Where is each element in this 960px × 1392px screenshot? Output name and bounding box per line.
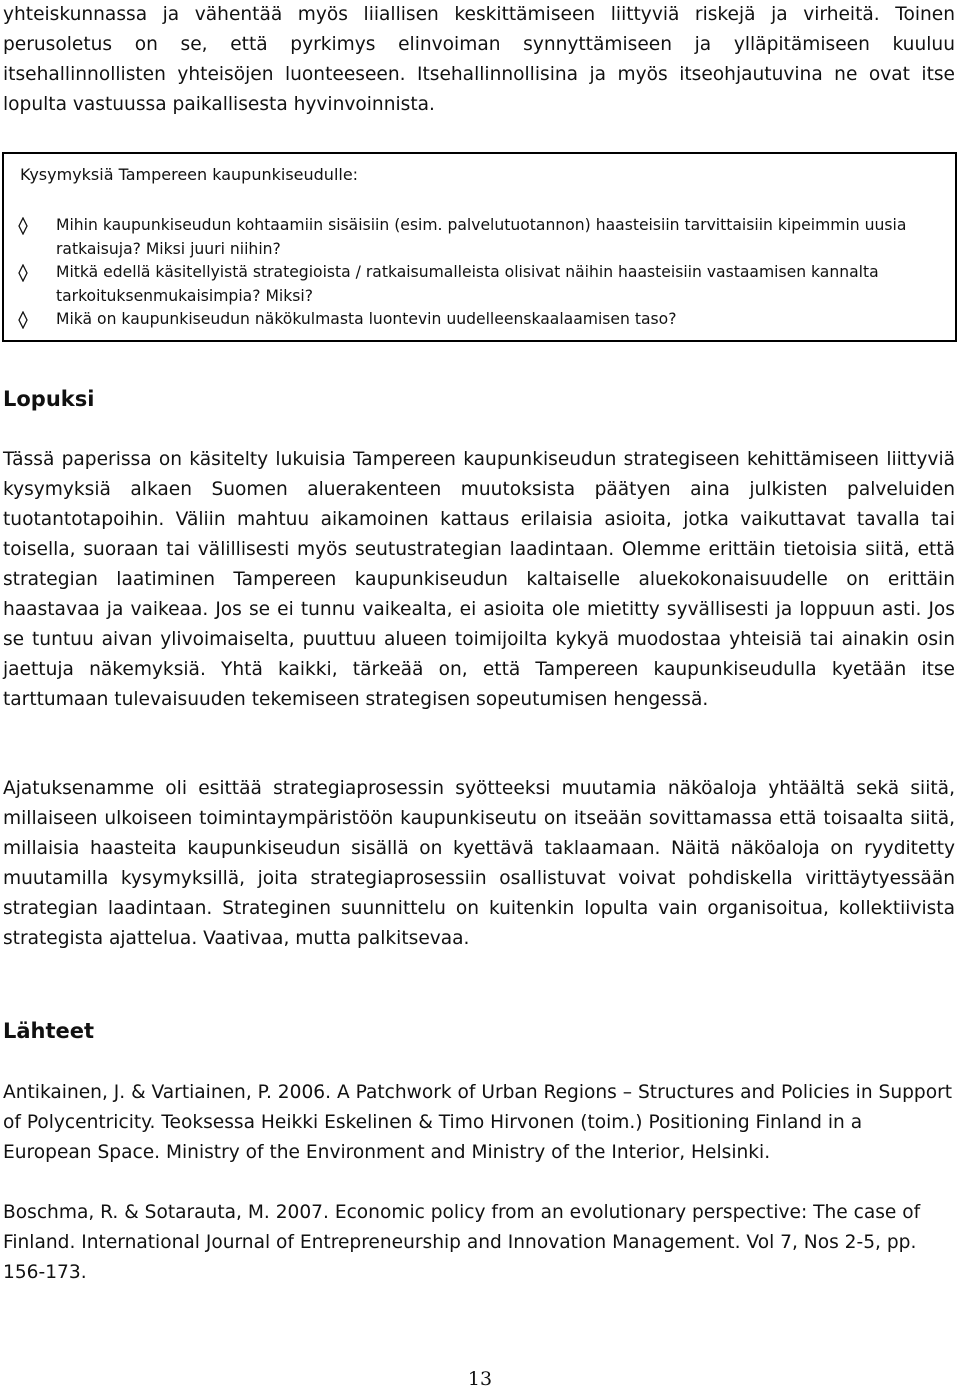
hollow-diamond-bullet-icon bbox=[18, 217, 28, 235]
reference-item: Antikainen, J. & Vartiainen, P. 2006. A Patchwork of Urban Regions – Structures and Policies in Support of Polycentricity. Teoksessa Heikki Eskelinen & Timo Hirvonen (toim.) Positioning Finland in a European Space. Ministry of the Environment and Ministry of the Interior, Helsinki. bbox=[3, 1082, 953, 1163]
intro-paragraph: yhteiskunnassa ja vähentää myös liiallisen keskittämiseen liittyviä riskejä ja virheitä. Toinen perusoletus on se, että pyrkimys elinvoiman synnyttämiseen ja ylläpitämiseen kuuluu itsehallinnollisten yhteisöjen luonteeseen. Itsehallinnollisina ja myös itseohjautuvina ne ovat itse lopulta vastuussa paikallisesta hyvinvoinnista. bbox=[3, 4, 955, 115]
hollow-diamond-bullet-icon bbox=[18, 311, 28, 329]
question-box bbox=[2, 152, 957, 342]
section-heading-lopuksi: Lopuksi bbox=[3, 387, 95, 411]
reference-item: Boschma, R. & Sotarauta, M. 2007. Economic policy from an evolutionary perspective: The case of Finland. International Journal of Entrepreneurship and Innovation Management. Vol 7, Nos 2-5, pp. 156-173. bbox=[3, 1202, 921, 1283]
list-item bbox=[18, 308, 938, 332]
question-list bbox=[18, 214, 938, 332]
list-item bbox=[18, 261, 938, 308]
question-text: Mihin kaupunkiseudun kohtaamiin sisäisiin (esim. palvelutuotannon) haasteisiin tarvittaisiin kipeimmin uusia ratkaisuja? Miksi juuri niihin? bbox=[56, 216, 907, 258]
lopuksi-paragraph-2: Ajatuksenamme oli esittää strategiaprosessin syötteeksi muutamia näköaloja yhtäältä sekä siitä, millaiseen ulkoiseen toimintaympäristöön kaupunkiseutu on itseään sovittamassa että toisaalta siitä, millaisia haasteita kaupunkiseudun sisällä on kyettävä taklaamaan. Näitä näköaloja on ryyditetty muutamilla kysymyksillä, joita strategiaprosessiin osallistuvat voivat pohdiskella virittäytyessään strategian laadintaan. Strateginen suunnittelu on kuitenkin lopulta vain organisoitua, kollektiivista strategista ajattelua. Vaativaa, mutta palkitsevaa. bbox=[3, 778, 955, 949]
section-heading-lahteet: Lähteet bbox=[3, 1019, 95, 1043]
list-item bbox=[18, 214, 938, 261]
hollow-diamond-bullet-icon bbox=[18, 264, 28, 282]
question-text: Mitkä edellä käsitellyistä strategioista / ratkaisumalleista olisivat näihin haasteisiin vastaamisen kannalta tarkoituksenmukaisimpia? Miksi? bbox=[56, 263, 879, 305]
page-number: 13 bbox=[467, 1368, 493, 1390]
question-box-title: Kysymyksiä Tampereen kaupunkiseudulle: bbox=[20, 165, 359, 184]
question-text: Mikä on kaupunkiseudun näkökulmasta luontevin uudelleenskaalaamisen taso? bbox=[56, 310, 677, 328]
lopuksi-paragraph-1: Tässä paperissa on käsitelty lukuisia Tampereen kaupunkiseudun strategiseen kehittämiseen liittyviä kysymyksiä alkaen Suomen aluerakenteen muutoksista päätyen aina julkisten palveluiden tuotantotapoihin. Väliin mahtuu aikamoinen kattaus erilaisia asioita, jotka vaikuttavat tavalla tai toisella, suoraan tai välillisesti myös seutustrategian laadintaan. Olemme erittäin tietoisia siitä, että strategian laatiminen Tampereen kaupunkiseudun kaltaiselle aluekokonaisuudelle on erittäin haastavaa ja vaikeaa. Jos se ei tunnu vaikealta, ei asioita ole mietitty syvällisesti ja loppuun asti. Jos se tuntuu aivan ylivoimaiselta, puuttuu alueen toimijoilta kykyä muodostaa yhteisiä tai ainakin osin jaettuja näkemyksiä. Yhtä kaikki, tärkeää on, että Tampereen kaupunkiseudulla kyetään itse tarttumaan tulevaisuuden tekemiseen strategisen sopeutumisen hengessä. bbox=[3, 449, 955, 710]
